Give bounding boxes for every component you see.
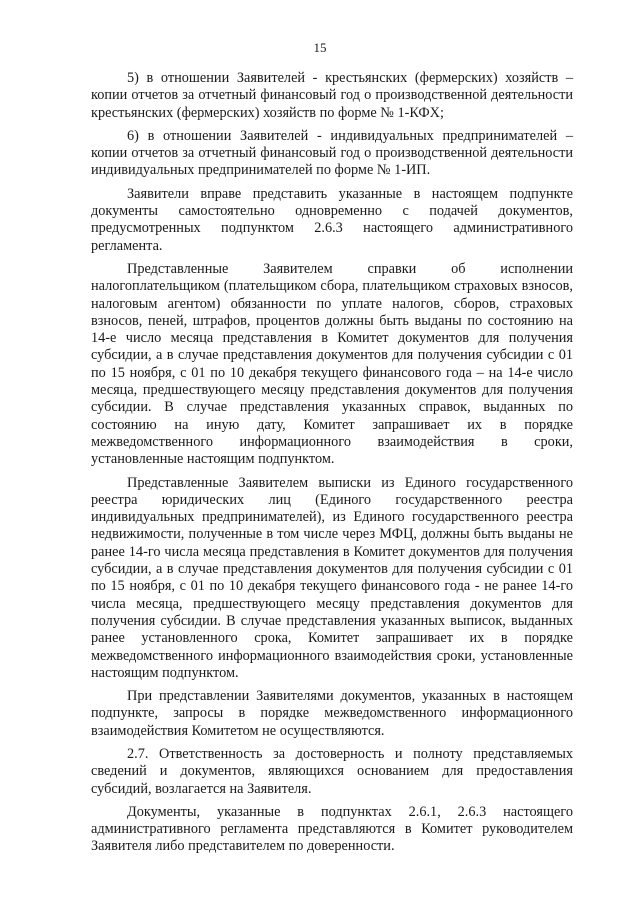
paragraph-ip-reports: 6) в отношении Заявителей - индивидуальных предпринимателей – копии отчетов за отчетный финансовый год о производственной деятельности индивидуальных предпринимателей по форме № 1-ИП.	[91, 127, 573, 179]
paragraph-no-interagency-requests: При представлении Заявителями документов, указанных в настоящем подпункте, запросы в порядке межведомственного информационного взаимодействия Комитетом не осуществляются.	[91, 688, 573, 739]
paragraph-tax-certificates: Представленные Заявителем справки об исполнении налогоплательщиком (плательщиком сбора, плательщиком страховых взносов, налоговым агентом) обязанности по уплате налогов, сборов, страховых взносов, пеней, штрафов, процентов должны быть выданы по состоянию на 14-е число месяца представления в Комитет документов для получения субсидии, а в случае представления документов для получения субсидии с 01 по 15 ноября, с 01 по 10 декабря текущего финансового года – на 14-е число месяца, предшествующего месяцу представления документов для получения субсидии. В случае представления указанных справок, выданных по состоянию на иную дату, Комитет запрашивает их в порядке межведомственного информационного взаимодействия в сроки, установленные настоящим подпунктом.	[91, 260, 573, 468]
document-body	[91, 70, 573, 862]
paragraph-submission: Документы, указанные в подпунктах 2.6.1, 2.6.3 настоящего административного регламента представляются в Комитет руководителем Заявителя либо представителем по доверенности.	[91, 803, 573, 855]
paragraph-kfh-reports: 5) в отношении Заявителей - крестьянских (фермерских) хозяйств – копии отчетов за отчетный финансовый год о производственной деятельности крестьянских (фермерских) хозяйств по форме № 1-КФХ;	[91, 70, 573, 121]
paragraph-responsibility: 2.7. Ответственность за достоверность и полноту представляемых сведений и документов, являющихся основанием для предоставления субсидий, возлагается на Заявителя.	[91, 745, 573, 797]
page-number: 15	[313, 40, 327, 55]
paragraph-registry-extracts: Представленные Заявителем выписки из Единого государственного реестра юридических лиц (Единого государственного реестра индивидуальных предпринимателей), из Единого государственного реестра недвижимости, полученные в том числе через МФЦ, должны быть выданы не ранее 14-го числа месяца представления в Комитет документов для получения субсидии, а в случае представления документов для получения субсидии с 01 по 15 ноября, с 01 по 10 декабря текущего финансового года - не ранее 14-го числа месяца, предшествующего месяцу представления документов для получения субсидии. В случае представления указанных выписок, выданных ранее установленного срока, Комитет запрашивает их в порядке межведомственного информационного взаимодействия сроки, установленные настоящим подпунктом.	[91, 474, 573, 681]
paragraph-optional-documents: Заявители вправе представить указанные в настоящем подпункте документы самостоятельно одновременно с подачей документов, предусмотренных подпунктом 2.6.3 настоящего административного регламента.	[91, 185, 573, 254]
